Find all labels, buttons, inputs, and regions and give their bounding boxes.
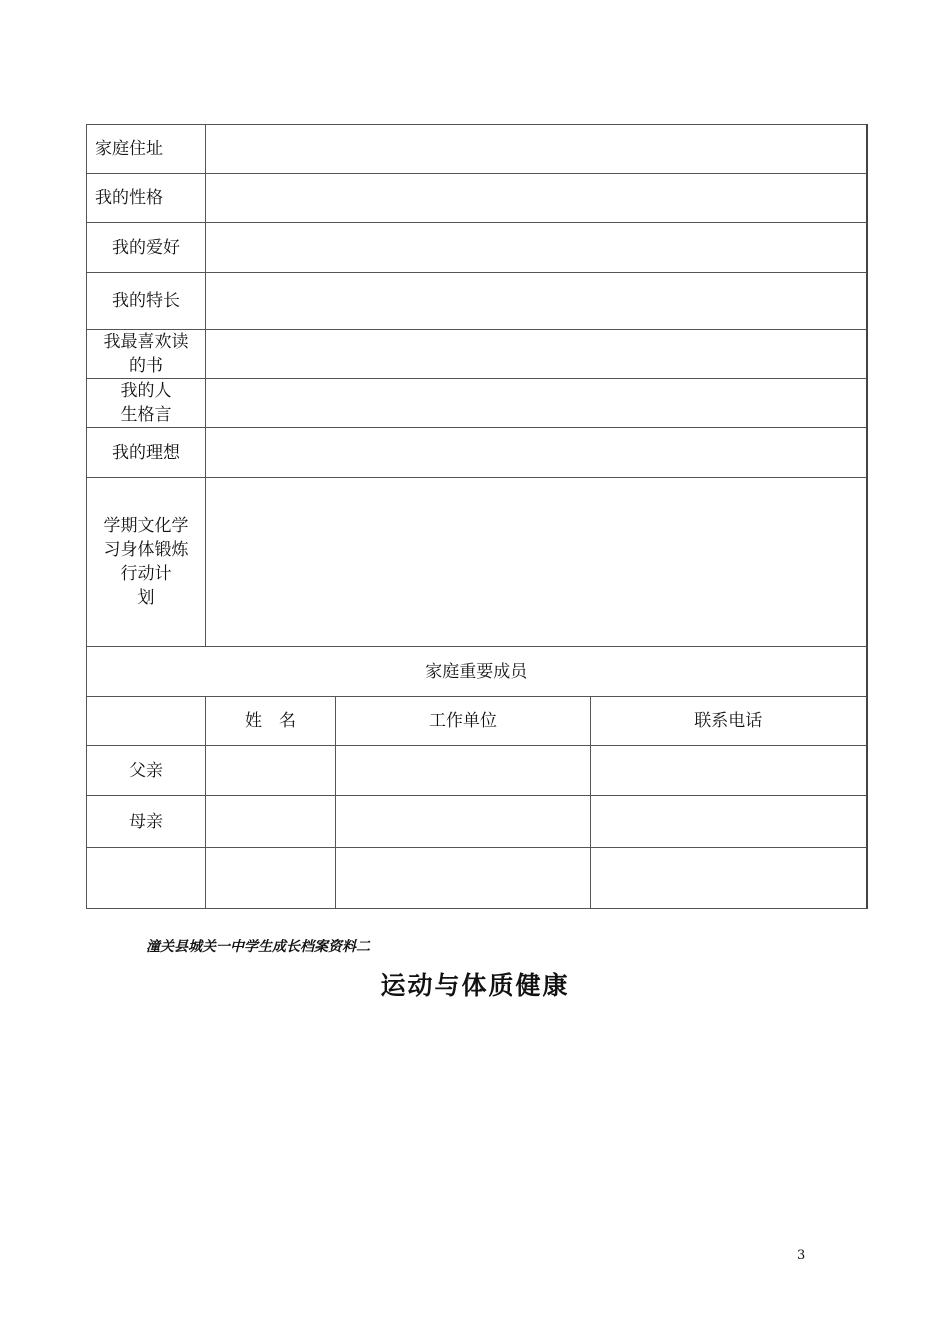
plan-field[interactable] — [206, 478, 867, 647]
address-field[interactable] — [206, 125, 867, 174]
mother-workplace-field[interactable] — [336, 796, 591, 848]
family-row-father — [87, 746, 867, 796]
father-phone-field[interactable] — [591, 746, 867, 796]
family-header-row — [87, 697, 867, 746]
favorite-book-field[interactable] — [206, 330, 867, 379]
family-row-other — [87, 848, 867, 909]
address-label: 家庭住址 — [87, 125, 206, 174]
personality-row — [87, 174, 867, 223]
specialty-label: 我的特长 — [87, 273, 206, 330]
name-header: 姓 名 — [206, 697, 336, 746]
motto-label: 我的人 生格言 — [120, 381, 172, 425]
specialty-row — [87, 273, 867, 330]
father-workplace-field[interactable] — [336, 746, 591, 796]
hobby-field[interactable] — [206, 223, 867, 273]
section-title: 运动与体质健康 — [380, 971, 570, 1000]
relation-label-father: 父亲 — [87, 746, 206, 796]
father-name-field[interactable] — [206, 746, 336, 796]
specialty-field[interactable] — [206, 273, 867, 330]
family-row-mother — [87, 796, 867, 848]
document-subtitle: 潼关县城关一中学生成长档案资料二 — [146, 939, 370, 955]
ideal-label: 我的理想 — [87, 428, 206, 478]
phone-header: 联系电话 — [591, 697, 867, 746]
other-workplace-field[interactable] — [336, 848, 591, 909]
other-name-field[interactable] — [206, 848, 336, 909]
address-row — [87, 125, 867, 174]
favorite-book-label: 我最喜欢读 的书 — [103, 332, 189, 376]
mother-phone-field[interactable] — [591, 796, 867, 848]
family-section-row — [87, 647, 867, 697]
motto-field[interactable] — [206, 379, 867, 428]
ideal-field[interactable] — [206, 428, 867, 478]
hobby-label: 我的爱好 — [87, 223, 206, 273]
plan-label: 学期文化学 习身体锻炼 行动计 划 — [103, 516, 189, 608]
favorite-book-row — [87, 330, 867, 379]
student-profile-form — [86, 124, 868, 909]
plan-row — [87, 478, 867, 647]
relation-label-mother: 母亲 — [87, 796, 206, 848]
relation-field-other[interactable] — [87, 848, 206, 909]
mother-name-field[interactable] — [206, 796, 336, 848]
family-section-title: 家庭重要成员 — [87, 647, 867, 697]
motto-row — [87, 379, 867, 428]
hobby-row — [87, 223, 867, 273]
ideal-row — [87, 428, 867, 478]
page-number: 3 — [797, 1248, 806, 1263]
family-header-blank — [87, 697, 206, 746]
workplace-header: 工作单位 — [336, 697, 591, 746]
other-phone-field[interactable] — [591, 848, 867, 909]
personality-field[interactable] — [206, 174, 867, 223]
personality-label: 我的性格 — [87, 174, 206, 223]
